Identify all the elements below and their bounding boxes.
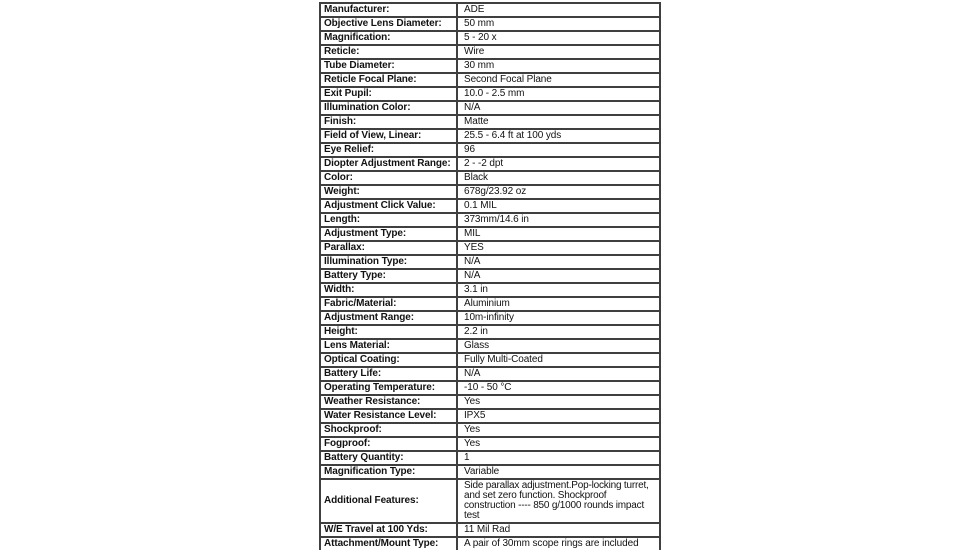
spec-label: Parallax: [320,241,457,255]
spec-row [320,367,660,381]
spec-label: Shockproof: [320,423,457,437]
spec-row [320,269,660,283]
spec-label: Attachment/Mount Type: [320,537,457,550]
spec-row [320,537,660,550]
spec-row [320,297,660,311]
spec-label: Magnification Type: [320,465,457,479]
spec-row [320,17,660,31]
spec-label: Weight: [320,185,457,199]
spec-row [320,395,660,409]
spec-row [320,87,660,101]
spec-label: Adjustment Click Value: [320,199,457,213]
spec-value: Variable [457,465,660,479]
spec-value: Matte [457,115,660,129]
spec-value: Glass [457,339,660,353]
spec-label: Battery Quantity: [320,451,457,465]
spec-label: Weather Resistance: [320,395,457,409]
spec-label: Color: [320,171,457,185]
spec-value: 10.0 - 2.5 mm [457,87,660,101]
spec-row [320,523,660,537]
spec-value: 5 - 20 x [457,31,660,45]
spec-label: Water Resistance Level: [320,409,457,423]
spec-row [320,325,660,339]
spec-row [320,115,660,129]
spec-label: Illumination Color: [320,101,457,115]
spec-label: Battery Life: [320,367,457,381]
spec-row [320,73,660,87]
spec-row [320,157,660,171]
spec-table-body [320,3,660,550]
spec-row [320,129,660,143]
spec-value: 2 - -2 dpt [457,157,660,171]
spec-label: Objective Lens Diameter: [320,17,457,31]
spec-value: ADE [457,3,660,17]
spec-value: Yes [457,395,660,409]
spec-row [320,3,660,17]
spec-label: Fabric/Material: [320,297,457,311]
spec-value: N/A [457,367,660,381]
spec-row [320,283,660,297]
spec-label: Height: [320,325,457,339]
spec-row [320,311,660,325]
spec-label: Diopter Adjustment Range: [320,157,457,171]
spec-label: Additional Features: [320,479,457,523]
spec-value: 1 [457,451,660,465]
spec-value: IPX5 [457,409,660,423]
spec-row [320,465,660,479]
spec-row [320,171,660,185]
spec-value: YES [457,241,660,255]
spec-label: Width: [320,283,457,297]
spec-value: Yes [457,437,660,451]
spec-row [320,101,660,115]
spec-label: Magnification: [320,31,457,45]
spec-label: Lens Material: [320,339,457,353]
spec-row [320,143,660,157]
spec-label: Eye Relief: [320,143,457,157]
spec-row-additional-features [320,479,660,523]
spec-label: Battery Type: [320,269,457,283]
spec-label: Reticle Focal Plane: [320,73,457,87]
spec-label: Tube Diameter: [320,59,457,73]
spec-value: Second Focal Plane [457,73,660,87]
spec-label: Manufacturer: [320,3,457,17]
spec-label: Optical Coating: [320,353,457,367]
spec-row [320,381,660,395]
spec-row [320,45,660,59]
spec-row [320,213,660,227]
spec-value: N/A [457,101,660,115]
spec-value: Aluminium [457,297,660,311]
spec-value: 25.5 - 6.4 ft at 100 yds [457,129,660,143]
spec-row [320,255,660,269]
spec-label: W/E Travel at 100 Yds: [320,523,457,537]
spec-value: Wire [457,45,660,59]
spec-row [320,227,660,241]
spec-value: 0.1 MIL [457,199,660,213]
spec-row [320,31,660,45]
spec-label: Reticle: [320,45,457,59]
spec-value: 3.1 in [457,283,660,297]
spec-label: Adjustment Type: [320,227,457,241]
spec-value: 10m-infinity [457,311,660,325]
spec-value: 11 Mil Rad [457,523,660,537]
spec-label: Operating Temperature: [320,381,457,395]
spec-row [320,241,660,255]
spec-value: 2.2 in [457,325,660,339]
spec-label: Finish: [320,115,457,129]
spec-row [320,409,660,423]
spec-row [320,339,660,353]
spec-row [320,437,660,451]
spec-value: Yes [457,423,660,437]
spec-value: 678g/23.92 oz [457,185,660,199]
spec-row [320,185,660,199]
spec-row [320,451,660,465]
spec-value: N/A [457,269,660,283]
spec-label: Adjustment Range: [320,311,457,325]
spec-label: Field of View, Linear: [320,129,457,143]
spec-label: Length: [320,213,457,227]
spec-label: Exit Pupil: [320,87,457,101]
spec-table [319,2,661,550]
spec-value: 50 mm [457,17,660,31]
spec-label: Illumination Type: [320,255,457,269]
spec-row [320,199,660,213]
spec-value: 30 mm [457,59,660,73]
spec-value: N/A [457,255,660,269]
spec-value: A pair of 30mm scope rings are included [457,537,660,550]
spec-value: 373mm/14.6 in [457,213,660,227]
spec-row [320,59,660,73]
spec-value: Black [457,171,660,185]
spec-value: Side parallax adjustment.Pop-locking turret, and set zero function. Shockproof construction ---- 850 g/1000 rounds impact test [457,479,660,523]
spec-label: Fogproof: [320,437,457,451]
spec-row [320,353,660,367]
spec-value: 96 [457,143,660,157]
spec-value: Fully Multi-Coated [457,353,660,367]
spec-value: -10 - 50 °C [457,381,660,395]
spec-value: MIL [457,227,660,241]
spec-row [320,423,660,437]
